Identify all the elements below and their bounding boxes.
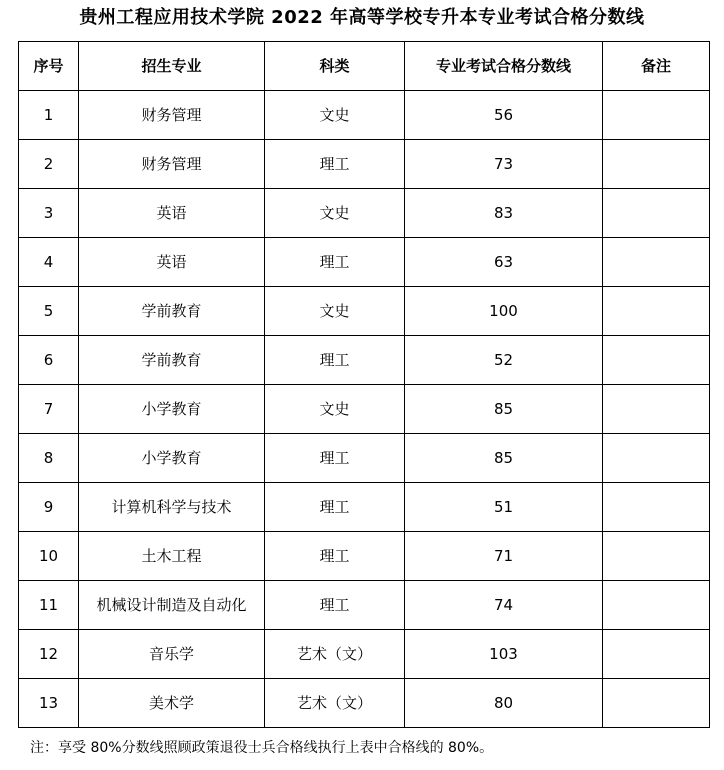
cell-subject: 文史 bbox=[265, 91, 405, 140]
cell-subject: 理工 bbox=[265, 140, 405, 189]
cell-score: 51 bbox=[405, 483, 603, 532]
cell-note bbox=[603, 238, 710, 287]
cell-score: 100 bbox=[405, 287, 603, 336]
cell-note bbox=[603, 140, 710, 189]
cell-note bbox=[603, 189, 710, 238]
cell-subject: 文史 bbox=[265, 189, 405, 238]
cell-no: 5 bbox=[19, 287, 79, 336]
cell-no: 13 bbox=[19, 679, 79, 728]
cell-major: 财务管理 bbox=[79, 140, 265, 189]
cell-score: 85 bbox=[405, 385, 603, 434]
cell-score: 80 bbox=[405, 679, 603, 728]
cell-subject: 理工 bbox=[265, 581, 405, 630]
cell-no: 9 bbox=[19, 483, 79, 532]
cell-subject: 理工 bbox=[265, 483, 405, 532]
cell-subject: 文史 bbox=[265, 287, 405, 336]
cell-major: 小学教育 bbox=[79, 434, 265, 483]
cell-major: 小学教育 bbox=[79, 385, 265, 434]
cell-no: 3 bbox=[19, 189, 79, 238]
cell-no: 12 bbox=[19, 630, 79, 679]
cell-no: 10 bbox=[19, 532, 79, 581]
cell-note bbox=[603, 679, 710, 728]
cell-note bbox=[603, 630, 710, 679]
cell-no: 11 bbox=[19, 581, 79, 630]
cell-score: 74 bbox=[405, 581, 603, 630]
table-row bbox=[19, 238, 710, 287]
table-row bbox=[19, 385, 710, 434]
table-row bbox=[19, 336, 710, 385]
footnote: 注：享受 80%分数线照顾政策退役士兵合格线执行上表中合格线的 80%。 bbox=[30, 740, 494, 756]
cell-score: 83 bbox=[405, 189, 603, 238]
table-row bbox=[19, 91, 710, 140]
cell-score: 56 bbox=[405, 91, 603, 140]
cell-major: 学前教育 bbox=[79, 287, 265, 336]
cell-note bbox=[603, 483, 710, 532]
table-row bbox=[19, 581, 710, 630]
cell-subject: 艺术（文） bbox=[265, 630, 405, 679]
table-row bbox=[19, 140, 710, 189]
header-score: 专业考试合格分数线 bbox=[405, 42, 603, 91]
cell-score: 103 bbox=[405, 630, 603, 679]
cell-note bbox=[603, 287, 710, 336]
cell-note bbox=[603, 91, 710, 140]
header-no: 序号 bbox=[19, 42, 79, 91]
page-title: 贵州工程应用技术学院 2022 年高等学校专升本专业考试合格分数线 bbox=[79, 7, 645, 28]
cell-no: 1 bbox=[19, 91, 79, 140]
cell-major: 计算机科学与技术 bbox=[79, 483, 265, 532]
cell-no: 4 bbox=[19, 238, 79, 287]
cell-note bbox=[603, 336, 710, 385]
cell-no: 7 bbox=[19, 385, 79, 434]
cell-major: 美术学 bbox=[79, 679, 265, 728]
score-table bbox=[18, 41, 710, 728]
cell-subject: 艺术（文） bbox=[265, 679, 405, 728]
cell-subject: 理工 bbox=[265, 336, 405, 385]
header-major: 招生专业 bbox=[79, 42, 265, 91]
cell-note bbox=[603, 532, 710, 581]
cell-note bbox=[603, 434, 710, 483]
table-row bbox=[19, 483, 710, 532]
cell-major: 音乐学 bbox=[79, 630, 265, 679]
cell-no: 2 bbox=[19, 140, 79, 189]
cell-major: 英语 bbox=[79, 189, 265, 238]
cell-no: 6 bbox=[19, 336, 79, 385]
table-row bbox=[19, 287, 710, 336]
cell-subject: 理工 bbox=[265, 532, 405, 581]
cell-major: 财务管理 bbox=[79, 91, 265, 140]
cell-subject: 文史 bbox=[265, 385, 405, 434]
cell-score: 63 bbox=[405, 238, 603, 287]
cell-major: 土木工程 bbox=[79, 532, 265, 581]
header-subject: 科类 bbox=[265, 42, 405, 91]
cell-subject: 理工 bbox=[265, 238, 405, 287]
cell-score: 85 bbox=[405, 434, 603, 483]
cell-note bbox=[603, 385, 710, 434]
cell-score: 73 bbox=[405, 140, 603, 189]
table-row bbox=[19, 630, 710, 679]
cell-major: 学前教育 bbox=[79, 336, 265, 385]
table-row bbox=[19, 189, 710, 238]
table-row bbox=[19, 679, 710, 728]
cell-no: 8 bbox=[19, 434, 79, 483]
cell-note bbox=[603, 581, 710, 630]
cell-score: 71 bbox=[405, 532, 603, 581]
table-row bbox=[19, 434, 710, 483]
header-note: 备注 bbox=[603, 42, 710, 91]
cell-score: 52 bbox=[405, 336, 603, 385]
cell-subject: 理工 bbox=[265, 434, 405, 483]
cell-major: 英语 bbox=[79, 238, 265, 287]
cell-major: 机械设计制造及自动化 bbox=[79, 581, 265, 630]
table-header-row bbox=[19, 42, 710, 91]
table-row bbox=[19, 532, 710, 581]
